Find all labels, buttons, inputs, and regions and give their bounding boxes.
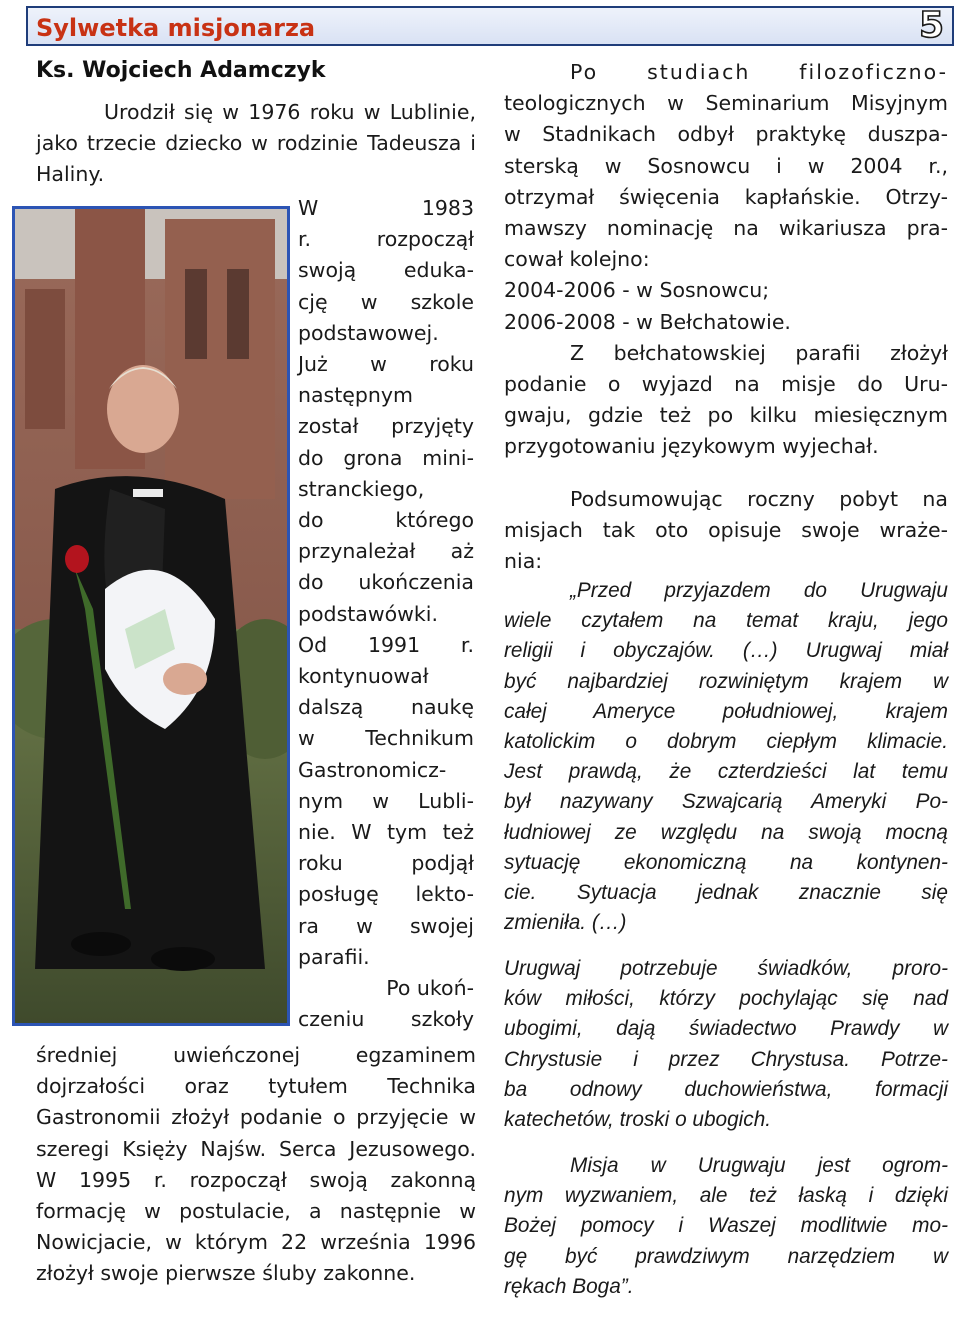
side-line: podstawówki. [298, 601, 439, 626]
side-line: w Technikum [298, 726, 474, 751]
quote-line: katolickim o dobrym ciepłym klimacie. [504, 730, 948, 754]
quote-line: ubogimi, dają świadectwo Prawdy w [504, 1017, 948, 1041]
bio-line: teologicznych w Seminarium Misyjnym [504, 91, 948, 116]
section-header [26, 6, 954, 46]
side-line: czeniu szkoły [298, 1007, 474, 1032]
side-line: następnym [298, 383, 413, 408]
quote-line: Misja w Urugwaju jest ogrom- [570, 1154, 948, 1177]
bio-line: w Stadnikach odbył praktykę duszpa- [504, 122, 948, 147]
intro-paragraph [36, 97, 476, 191]
quote-line: Urugwaj potrzebuje świadków, proro- [504, 957, 948, 980]
quote-line: całej Ameryce południowej, krajem [504, 699, 948, 723]
after-photo-paragraph [36, 1040, 476, 1290]
side-line: do którego [298, 508, 474, 533]
side-line: Po ukoń- [386, 976, 474, 1001]
quote-line: być najbardziej rozwiniętym krajem w [504, 669, 948, 693]
side-line: przynależał aż [298, 539, 474, 564]
side-line: ra w swojej [298, 913, 474, 938]
bio-line: podanie o wyjazd na misje do Uru- [504, 372, 948, 397]
side-line: nym w Lubli- [298, 788, 474, 813]
side-line: Gastronomicz- [298, 757, 447, 782]
quote-line: katechetów, troski o ubogich. [504, 1108, 772, 1132]
assignment-item: 2004-2006 - w Sosnowcu; [504, 278, 770, 303]
quote-line: cie. Sytuacja jednak znacznie się [504, 881, 948, 905]
bio-line: przygotowaniu językowym wyjechał. [504, 434, 879, 459]
quote-line: rękach Boga”. [504, 1274, 634, 1298]
page-number: 5 [918, 5, 944, 46]
quote-line: był nazywany Szwajcarią Ameryki Po- [504, 790, 948, 814]
quote-line: zmieniła. (…) [504, 911, 627, 935]
side-line: r. rozpoczął [298, 227, 474, 252]
side-line: kontynuował [298, 664, 429, 689]
side-line: do ukończenia [298, 570, 474, 595]
side-line: parafii. [298, 944, 370, 969]
right-column-summary [504, 484, 948, 578]
photo-side-text [298, 193, 474, 1035]
side-line: cję w szkole [298, 289, 474, 314]
quote-line: Bożej pomocy i Waszej modlitwie mo- [504, 1214, 948, 1238]
assignment-item: 2006-2008 - w Bełchatowie. [504, 309, 791, 334]
bio-line: sterską w Sosnowcu i w 2004 r., [504, 153, 948, 178]
summary-line: nia: [504, 549, 543, 574]
portrait-photo [12, 206, 290, 1026]
quote-line: gę być prawdziwym narzędziem w [504, 1244, 948, 1268]
bio-line: otrzymał święcenia kapłańskie. Otrzy- [504, 184, 948, 209]
article-title: Ks. Wojciech Adamczyk [36, 58, 326, 83]
quote-line: sytuację ekonomiczną na kontynen- [504, 850, 948, 874]
side-line: nie. W tym też [298, 820, 474, 845]
side-line: swoją eduka- [298, 258, 474, 283]
quote-line: ba odnowy duchowieństwa, formacji [504, 1077, 948, 1101]
bio-line: gwaju, gdzie też po kilku miesięcznym [504, 403, 948, 428]
quote-line: łudniowej ze względu na swoją mocną [504, 820, 948, 844]
quote-line: wiele czytałem na temat kraju, jego [504, 609, 948, 633]
bio-line: Z bełchatowskiej parafii złożył [570, 340, 948, 365]
bio-line: cował kolejno: [504, 247, 650, 272]
after-photo-text: średniej uwieńczonej egzaminem dojrzałości oraz tytułem Technika Gastronomii złożył podanie o przyjęcie w szeregi Księży Najśw. Serca Jezusowego. W 1995 r. rozpoczął swoją zakonną formację w postulacie, a następnie w Nowicjacie, w którym 22 września 1996 złożył swoje pierwsze śluby zakonne. [36, 1043, 476, 1286]
summary-line: Podsumowując roczny pobyt na [570, 487, 948, 511]
bio-line: Po studiach filozoficzno- [570, 60, 948, 84]
side-line: Od 1991 r. [298, 632, 474, 657]
side-line: stranckiego, [298, 476, 425, 501]
side-line: roku podjął [298, 851, 474, 876]
side-line: dalszą naukę [298, 695, 474, 720]
side-line: do grona mini- [298, 445, 474, 470]
side-line: podstawowej. [298, 320, 439, 345]
quote-line: nym wyzwaniem, ale też łaską i dzięki [504, 1184, 948, 1208]
side-line: został przyjęty [298, 414, 474, 439]
quote-line: ków miłości, którzy pochylając się nad [504, 987, 948, 1011]
summary-line: misjach tak oto opisuje swoje wraże- [504, 518, 948, 543]
quote-line: Jest prawdą, że czterdzieści lat temu [504, 760, 948, 784]
quote-line: religii i obyczajów. (…) Urugwaj miał [504, 639, 948, 663]
quote-line: „Przed przyjazdem do Urugwaju [570, 579, 948, 602]
quote-paragraph-1 [504, 576, 948, 938]
bio-line: mawszy nominację na wikariusza pra- [504, 216, 948, 241]
quote-paragraph-3 [504, 1151, 948, 1302]
quote-line: Chrystusie i przez Chrystusa. Potrze- [504, 1047, 948, 1071]
right-column-biography [504, 57, 948, 463]
side-line: Już w roku [298, 352, 474, 377]
quote-paragraph-2 [504, 954, 948, 1135]
section-title: Sylwetka misjonarza [36, 14, 316, 42]
intro-text: Urodził się w 1976 roku w Lublinie, jako trzecie dziecko w rodzinie Tadeusza i Haliny. [36, 100, 476, 187]
side-line: posługę lekto- [298, 882, 474, 907]
side-line: W 1983 [298, 196, 474, 220]
